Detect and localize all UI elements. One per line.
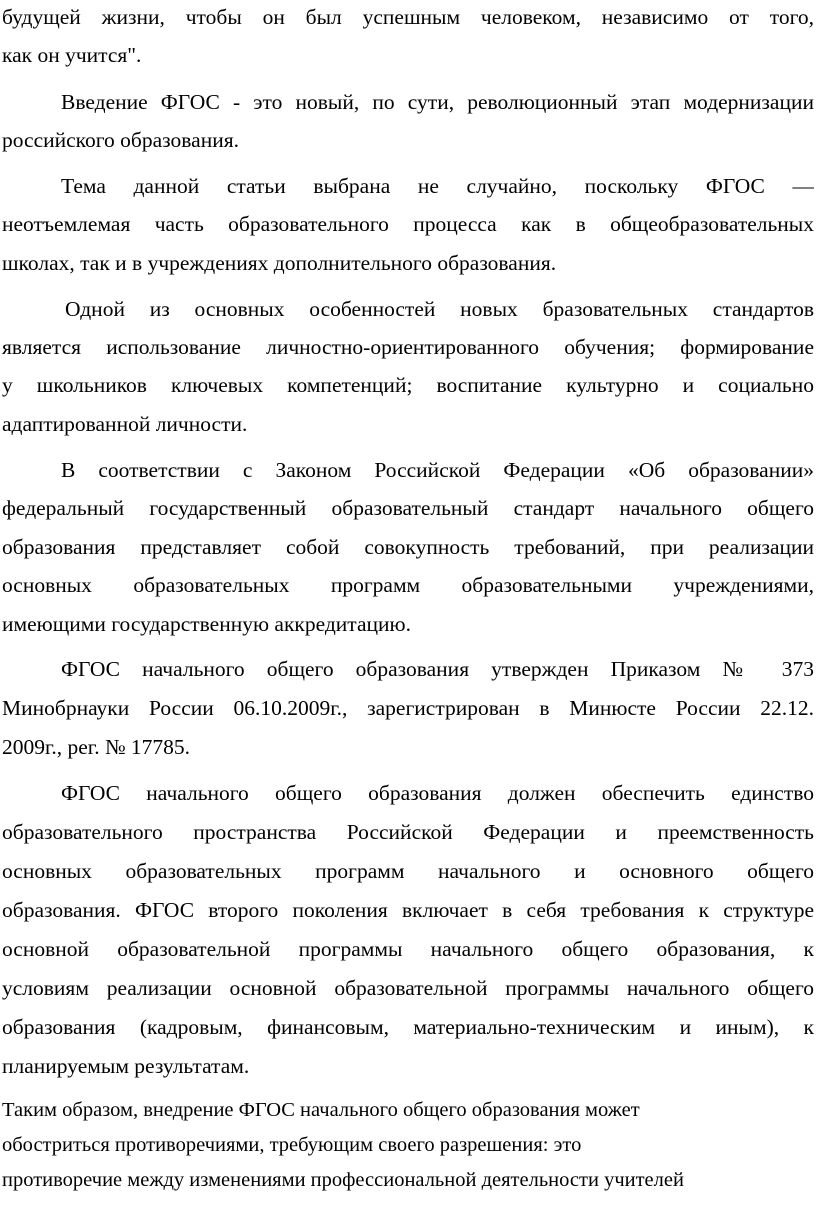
text-line: имеющими государственную аккредитацию. [2,612,411,636]
text-line: ФГОС начального общего образования должен обеспечить единство [61,781,814,805]
text-line: основной образовательной программы начального общего образования, к [2,937,814,961]
text-line: условиям реализации основной образовательной программы начального общего [2,976,814,1000]
text-line: образования (кадровым, финансовым, материально-техническим и иным), к [2,1015,814,1039]
text-line: будущей жизни, чтобы он был успешным человеком, независимо от того, [2,5,814,29]
text-line: как он учится". [2,43,142,67]
text-line: обостриться противоречиями, требующим своего разрешения: это [2,1134,582,1156]
text-line: неотъемлемая часть образовательного процесса как в общеобразовательных [2,212,814,236]
text-line: Введение ФГОС - это новый, по сути, революционный этап модернизации [61,90,814,114]
text-line: планируемым результатам. [2,1054,250,1078]
text-line: образования представляет собой совокупность требований, при реализации [2,535,814,559]
text-line: федеральный государственный образовательный стандарт начального общего [2,496,814,520]
text-line: ФГОС начального общего образования утвержден Приказом № 373 [61,657,814,681]
text-line: Тема данной статьи выбрана не случайно, поскольку ФГОС — [61,174,814,198]
text-line: Одной из основных особенностей новых бразовательных стандартов [65,297,814,321]
text-line: адаптированной личности. [2,412,248,436]
text-line: является использование личностно-ориентированного обучения; формирование [2,335,814,359]
text-line: школах, так и в учреждениях дополнительного образования. [2,251,557,275]
text-line: В соответствии с Законом Российской Федерации «Об образовании» [61,458,814,482]
text-line: основных образовательных программ образовательными учреждениями, [2,573,814,597]
text-line: Таким образом, внедрение ФГОС начального общего образования может [2,1099,640,1121]
text-line: образования. ФГОС второго поколения включает в себя требования к структуре [2,898,814,922]
text-line: Минобрнауки России 06.10.2009г., зарегистрирован в Минюсте России 22.12. [2,696,814,720]
text-line: 2009г., рег. № 17785. [2,735,190,759]
text-line: российского образования. [2,128,239,152]
text-line: противоречие между изменениями профессиональной деятельности учителей [2,1169,684,1191]
text-line: основных образовательных программ начального и основного общего [2,859,814,883]
text-line: у школьников ключевых компетенций; воспитание культурно и социально [2,373,814,397]
text-line: образовательного пространства Российской Федерации и преемственность [2,820,814,844]
